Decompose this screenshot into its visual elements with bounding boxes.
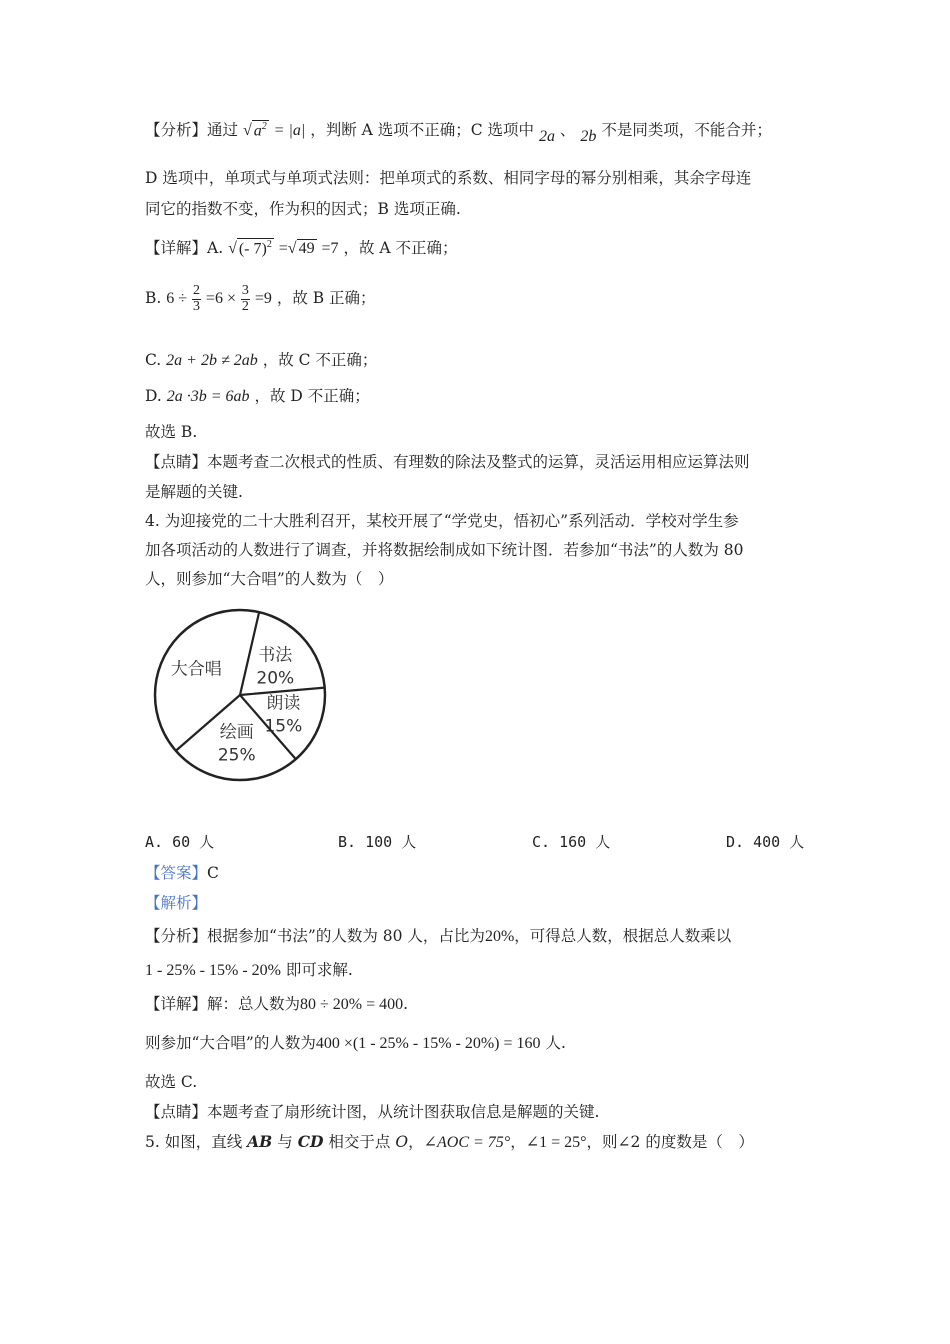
choose-b: 故选 B. [145, 423, 198, 441]
sqrt-expression: √ $a^2$ [242, 120, 267, 139]
choose-c: 故选 C. [145, 1073, 198, 1091]
abs-expression: = |a| [273, 122, 306, 139]
q5-line: 5. 如图，直线 AB 与 CD 相交于点 O，∠AOC = 75°，∠1 = 25°，则∠2 的度数是（ ） [145, 1132, 754, 1151]
q4-comment: 【点睛】本题考查了扇形统计图，从统计图获取信息是解题的关键. [145, 1103, 600, 1121]
pie-slice-label: 朗读 [266, 693, 301, 714]
detail-d: D. 2a ·3b = 6ab ，故 D 不正确； [145, 387, 370, 405]
option-a[interactable]: A. 60 人 [145, 833, 215, 851]
detail-c: C. 2a + 2b ≠ 2ab ，故 C 不正确； [145, 351, 378, 369]
analysis-line-1: 【分析】通过 √ $a^2 = |a|$ ，判断 A 选项不正确；C 选项中 2a 、 2b 不是同类项，不能合并； [145, 120, 772, 145]
option-d[interactable]: D. 400 人 [726, 833, 805, 851]
q4-solution-1: 【分析】根据参加“书法”的人数为 80 人，占比为20%，可得总人数，根据总人数乘以 [145, 927, 732, 945]
q4-solution-3: 【详解】解：总人数为80 ÷ 20% = 400. [145, 995, 409, 1013]
q4-line-1: 4. 为迎接党的二十大胜利召开，某校开展了“学党史，悟初心”系列活动．学校对学生参 [145, 512, 739, 530]
pie-chart [150, 608, 335, 783]
q4-solution-2: 1 - 25% - 15% - 20% 即可求解. [145, 961, 353, 979]
answer-value: C [207, 864, 219, 882]
fraction-three-halves: $\frac{3}{2}$ [241, 283, 249, 314]
pie-slice-label: 绘画 [219, 722, 254, 743]
comment-line-1: 【点睛】本题考查二次根式的性质、有理数的除法及整式的运算，灵活运用相应运算法则 [145, 453, 750, 471]
pie-slice-value-label: 25% [217, 745, 256, 766]
answer-line [145, 861, 219, 883]
fraction-two-thirds: $\frac{2}{3}$ [192, 283, 200, 314]
option-b[interactable]: B. 100 人 [338, 833, 417, 851]
pie-slice-label: 大合唱 [170, 659, 222, 680]
analysis-line-2: D 选项中，单项式与单项式法则：把单项式的系数、相同字母的幂分别相乘，其余字母连 [145, 169, 752, 187]
q4-line-2: 加各项活动的人数进行了调查，并将数据绘制成如下统计图．若参加“书法”的人数为 80 [145, 541, 744, 559]
answer-tag: 【答案】 [145, 864, 208, 882]
q4-line-3: 人，则参加“大合唱”的人数为（ ） [145, 570, 394, 588]
pie-slice-value-label: 15% [264, 716, 303, 737]
pie-slice-value-label: 20% [256, 668, 295, 689]
comment-line-2: 是解题的关键. [145, 483, 243, 501]
detail-a: 【详解】A. √ (- 7)$^2$ =√ 49 =7 ，故 A 不正确； [145, 238, 458, 257]
analysis-line-3: 同它的指数不变，作为积的因式；B 选项正确. [145, 200, 461, 218]
pie-slice-label: 书法 [258, 645, 293, 666]
detail-b: B. 6 ÷ $\frac{2}{3}$ =6 × $\frac{3}{2}$ =9 ，故 B 正确； [145, 283, 376, 314]
q4-solution-4: 则参加“大合唱”的人数为400 ×(1 - 25% - 15% - 20%) = 160 人. [145, 1034, 566, 1052]
analysis-tag: 【解析】 [145, 894, 208, 912]
option-c[interactable]: C. 160 人 [532, 833, 611, 851]
